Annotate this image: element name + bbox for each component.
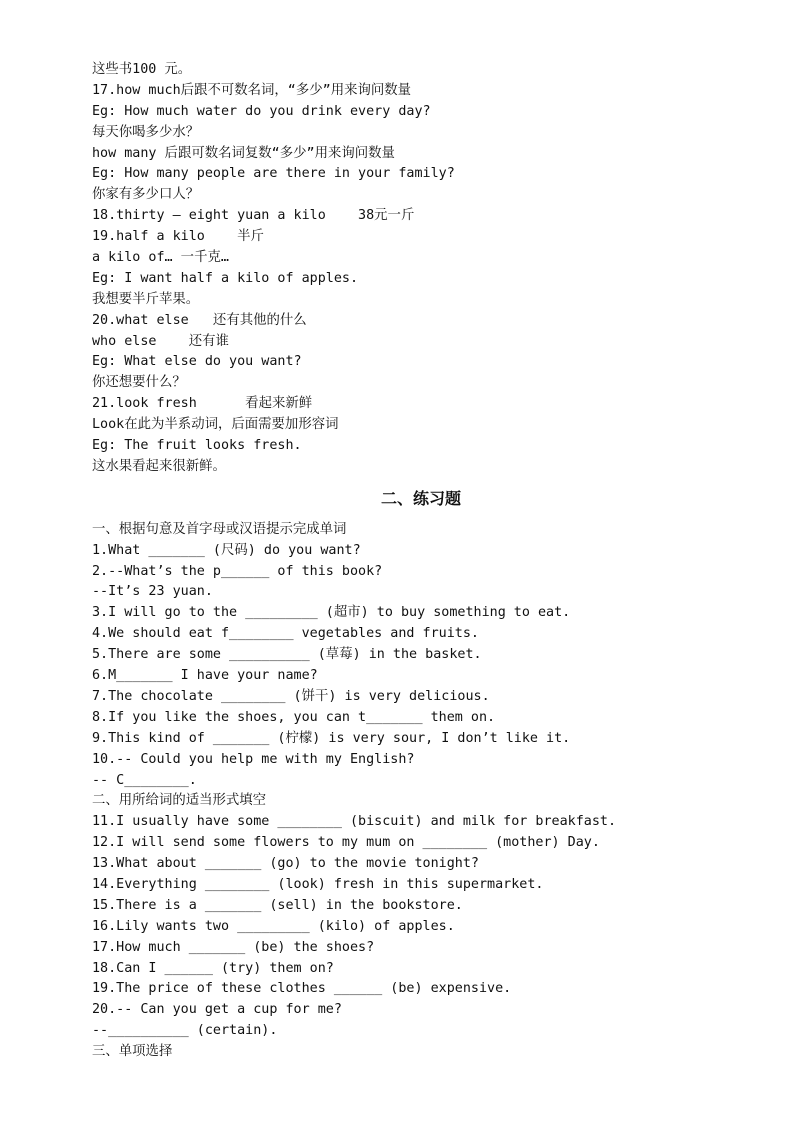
text-line: 这些书100 元。 [92, 62, 192, 77]
section-heading: 三、单项选择 [92, 1044, 173, 1060]
question-line: 4.We should eat f________ vegetables and fruits. [92, 626, 479, 642]
exercise-title: 二、练习题 [380, 488, 461, 508]
document-content [92, 60, 732, 1063]
section-heading: 二、用所给词的适当形式填空 [92, 793, 267, 809]
text-line: Eg: The fruit looks fresh. [92, 438, 302, 454]
text-line: a kilo of… 一千克… [92, 250, 229, 266]
question-line: --__________ (certain). [92, 1023, 278, 1039]
text-line: how many 后跟可数名词复数“多少”用来询问数量 [92, 145, 395, 161]
text-line: 每天你喝多少水？ [92, 124, 200, 140]
text-line: 你还想要什么？ [92, 375, 186, 391]
text-line: 17.how much后跟不可数名词，“多少”用来询问数量 [92, 82, 412, 98]
text-line: Look在此为半系动词，后面需要加形容词 [92, 417, 339, 433]
text-line: 20.what else 还有其他的什么 [92, 312, 307, 328]
section-heading: 一、根据句意及首字母或汉语提示完成单词 [92, 521, 347, 537]
text-line: 19.half a kilo 半斤 [92, 229, 264, 245]
question-line: 16.Lily wants two _________ (kilo) of apples. [92, 918, 455, 934]
text-line: 18.thirty – eight yuan a kilo 38元一斤 [92, 208, 415, 224]
question-line: --It’s 23 yuan. [92, 584, 213, 600]
question-line: 5.There are some __________ (草莓) in the basket. [92, 647, 482, 663]
question-line: 11.I usually have some ________ (biscuit) and milk for breakfast. [92, 814, 617, 830]
text-line: Eg: What else do you want? [92, 354, 302, 370]
text-line: 这水果看起来很新鲜。 [92, 458, 226, 474]
question-line: 7.The chocolate ________ (饼干) is very delicious. [92, 688, 490, 704]
question-line: 2.--What’s the p______ of this book? [92, 563, 383, 579]
question-line: -- C________. [92, 772, 197, 788]
notes-section [92, 60, 732, 478]
text-line: Eg: How much water do you drink every day? [92, 103, 431, 119]
text-line: 21.look fresh 看起来新鲜 [92, 396, 313, 412]
question-line: 20.-- Can you get a cup for me? [92, 1002, 342, 1018]
question-line: 13.What about _______ (go) to the movie tonight? [92, 856, 479, 872]
question-line: 6.M_______ I have your name? [92, 668, 318, 684]
exercises-section [92, 520, 732, 1063]
question-line: 1.What _______ (尺码) do you want? [92, 542, 361, 558]
text-line: 我想要半斤苹果。 [92, 291, 200, 307]
question-line: 8.If you like the shoes, you can t_______ them on. [92, 709, 496, 725]
question-line: 10.-- Could you help me with my English? [92, 751, 415, 767]
question-line: 15.There is a _______ (sell) in the bookstore. [92, 897, 463, 913]
question-line: 3.I will go to the _________ (超市) to buy something to eat. [92, 605, 571, 621]
question-line: 18.Can I ______ (try) them on? [92, 960, 334, 976]
question-line: 12.I will send some flowers to my mum on ________ (mother) Day. [92, 835, 600, 851]
text-line: Eg: How many people are there in your family? [92, 166, 455, 182]
text-line: who else 还有谁 [92, 333, 229, 349]
text-line: Eg: I want half a kilo of apples. [92, 270, 359, 286]
question-line: 14.Everything ________ (look) fresh in this supermarket. [92, 876, 544, 892]
question-line: 19.The price of these clothes ______ (be) expensive. [92, 981, 512, 997]
question-line: 17.How much _______ (be) the shoes? [92, 939, 375, 955]
text-line: 你家有多少口人？ [92, 187, 200, 203]
question-line: 9.This kind of _______ (柠檬) is very sour, I don’t like it. [92, 730, 571, 746]
